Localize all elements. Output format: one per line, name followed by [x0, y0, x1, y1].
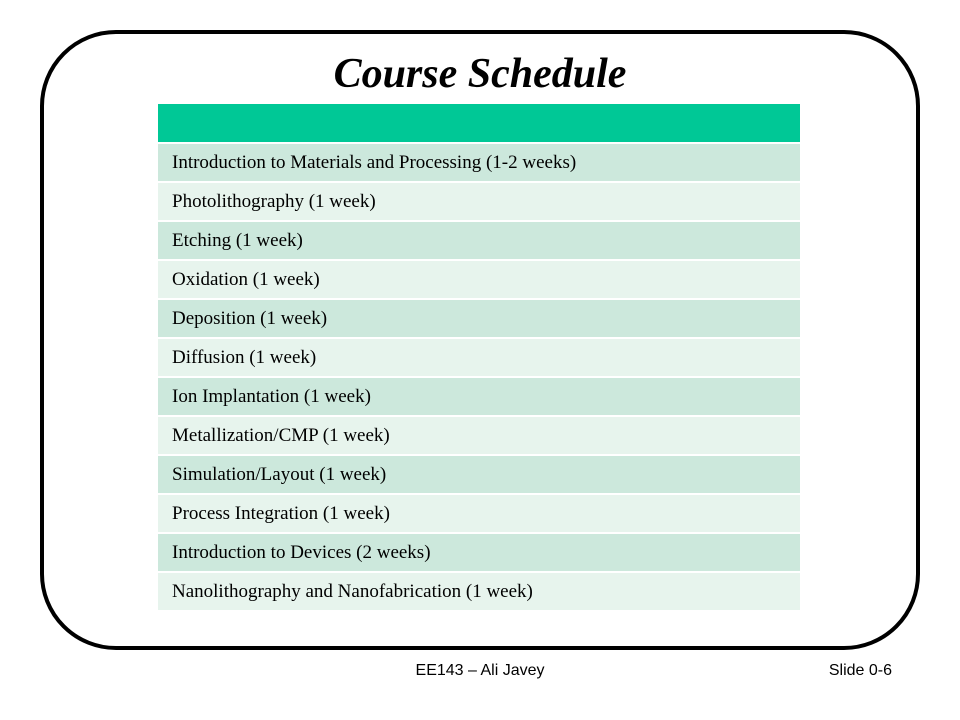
schedule-row: Metallization/CMP (1 week): [158, 417, 800, 454]
schedule-row: Simulation/Layout (1 week): [158, 456, 800, 493]
footer-course-author: EE143 – Ali Javey: [415, 662, 545, 679]
schedule-rows: [158, 144, 800, 610]
schedule-row: Etching (1 week): [158, 222, 800, 259]
schedule-row: Introduction to Devices (2 weeks): [158, 534, 800, 571]
schedule-table: [158, 104, 800, 610]
schedule-row: Diffusion (1 week): [158, 339, 800, 376]
schedule-row: Introduction to Materials and Processing (1-2 weeks): [158, 144, 800, 181]
schedule-row: Oxidation (1 week): [158, 261, 800, 298]
schedule-header: [158, 104, 800, 142]
schedule-row: Process Integration (1 week): [158, 495, 800, 532]
schedule-row: Ion Implantation (1 week): [158, 378, 800, 415]
schedule-row: Nanolithography and Nanofabrication (1 week): [158, 573, 800, 610]
footer-slide-number: Slide 0-6: [828, 662, 892, 679]
schedule-row: Deposition (1 week): [158, 300, 800, 337]
slide-title: Course Schedule: [333, 51, 627, 97]
schedule-row: Photolithography (1 week): [158, 183, 800, 220]
